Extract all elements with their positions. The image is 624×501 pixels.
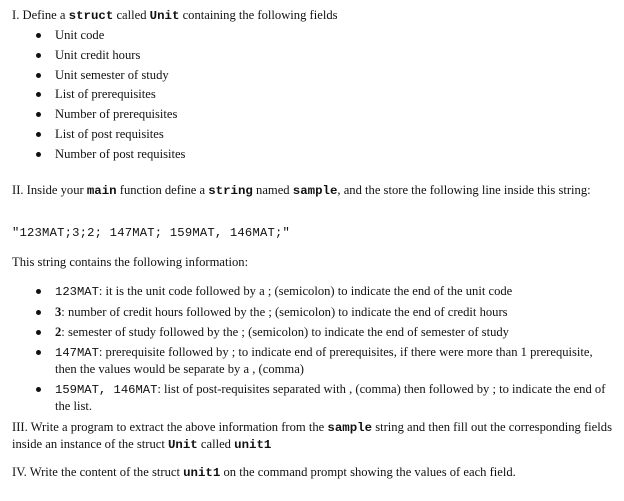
list-item [31,381,609,414]
list-item [31,86,185,102]
info-key: 159MAT, 146MAT [55,383,158,397]
info-key: 123MAT [55,285,99,299]
kw-main: main [86,184,117,198]
part1-called: called [116,8,147,22]
part3-mid: string and then fill out the corresponding fields inside an instance of the struct [12,420,612,451]
kw-unit: Unit [168,438,198,452]
list-item [31,304,609,320]
field-label: Number of post requisites [55,146,186,161]
list-item [31,344,609,377]
info-key: 3 [55,305,62,319]
field-label: Unit credit hours [55,47,141,62]
part1-heading [12,7,338,24]
part2-heading [12,182,612,199]
info-text: : list of post-requisites separated with , (comma) then followed by ; to indicate the end of the list. [55,382,606,413]
list-item [31,324,609,340]
info-text: : semester of study followed by the ; (semicolon) to indicate the end of semester of study [61,325,509,339]
kw-string: string [208,184,253,198]
sample-code-line: "123MAT;3;2; 147MAT; 159MAT, 146MAT;" [12,226,291,240]
kw-sample: sample [292,184,338,198]
part3-called: called [200,437,231,451]
contains-text: This string contains the following information: [12,255,249,269]
info-key: 2 [55,325,62,339]
part2-suffix: , and the store the following line inside this string: [337,183,591,197]
list-item [31,47,185,63]
list-item [31,283,609,300]
part2-prefix: II. Inside your [12,183,84,197]
kw-unit1: unit1 [234,438,272,452]
list-item [31,126,185,142]
part1-prefix: I. Define a [12,8,66,22]
field-label: List of post requisites [55,126,164,141]
info-key: 147MAT [55,346,99,360]
kw-unit1: unit1 [183,466,221,480]
info-list [31,283,609,418]
list-item [31,67,185,83]
part3-paragraph [12,419,612,453]
part4-paragraph [12,464,516,481]
part2-mid1: function define a [119,183,206,197]
part3-prefix: III. Write a program to extract the above information from the [12,420,325,434]
kw-sample: sample [327,421,373,435]
info-text: : number of credit hours followed by the ; (semicolon) to indicate the end of credit hours [61,305,508,319]
field-label: List of prerequisites [55,87,156,102]
info-text: : prerequisite followed by ; to indicate end of prerequisites, if there were more than 1 prerequisite, then the values would be separate by a , (comma) [55,345,593,376]
part2-mid2: named [256,183,290,197]
field-list [31,27,185,166]
field-label: Unit code [55,28,105,42]
list-item [31,27,185,43]
kw-unit: Unit [149,9,180,23]
info-text: : it is the unit code followed by a ; (semicolon) to indicate the end of the unit code [98,284,513,298]
kw-struct: struct [68,9,114,23]
list-item [31,146,185,162]
field-label: Unit semester of study [55,67,169,82]
part4-prefix: IV. Write the content of the struct [12,465,180,479]
list-item [31,106,185,122]
part1-suffix: containing the following fields [182,8,338,22]
part4-suffix: on the command prompt showing the values of each field. [223,465,516,479]
field-label: Number of prerequisites [55,107,178,122]
